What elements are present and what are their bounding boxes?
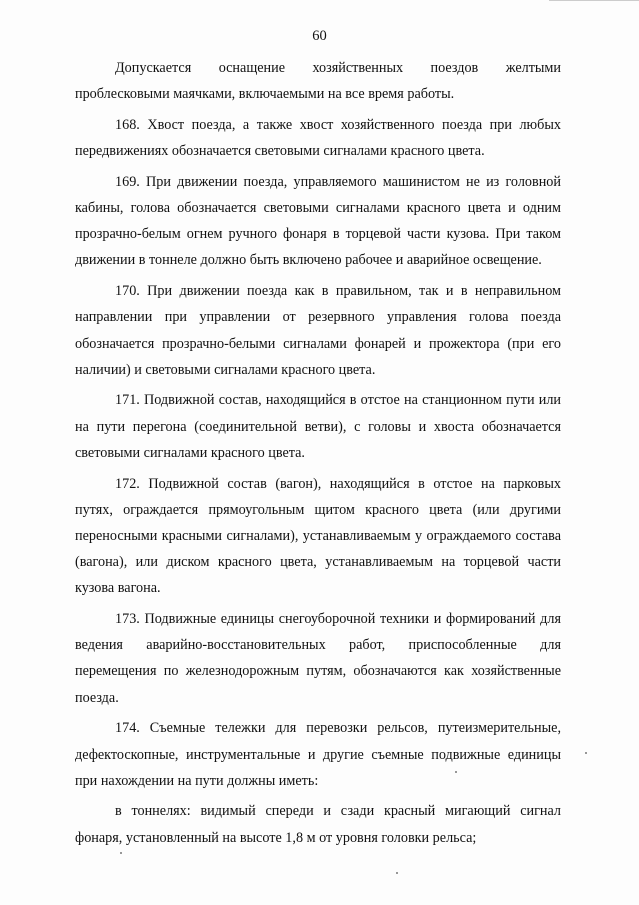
paragraph-168: 168. Хвост поезда, а также хвост хозяйственного поезда при любых передвижениях обозначается световыми сигналами красного цвета. [75, 116, 561, 160]
paragraph-174: 174. Съемные тележки для перевозки рельсов, путеизмерительные, дефектоскопные, инструментальные и другие съемные подвижные единицы при нахождении на пути должны иметь: [75, 720, 561, 789]
document-body [75, 55, 561, 855]
scan-speck [455, 771, 457, 773]
scan-edge-line [549, 0, 639, 1]
paragraph-170: 170. При движении поезда как в правильном, так и в неправильном направлении при управлении от резервного управления голова поезда обозначается прозрачно-белыми сигналами фонарей и прожектора (при его наличии) и световыми сигналами красного цвета. [75, 283, 561, 378]
paragraph-169: 169. При движении поезда, управляемого машинистом не из головной кабины, голова обозначается световыми сигналами красного цвета и одним прозрачно-белым огнем ручного фонаря в торцевой части кузова. При таком движении в тоннеле должно быть включено рабочее и аварийное освещение. [75, 173, 561, 269]
paragraph-174-tunnels: в тоннелях: видимый спереди и сзади красный мигающий сигнал фонаря, установленный на высоте 1,8 м от уровня головки рельса; [75, 803, 561, 846]
paragraph-maintenance-beacons: Допускается оснащение хозяйственных поездов желтыми проблесковыми маячками, включаемыми на все время работы. [75, 60, 561, 103]
paragraph-171: 171. Подвижной состав, находящийся в отстое на станционном пути или на пути перегона (соединительной ветви), с головы и хвоста обозначается световыми сигналами красного цвета. [75, 392, 561, 461]
paragraph-173: 173. Подвижные единицы снегоуборочной техники и формирований для ведения аварийно-восстановительных работ, приспособленные для перемещения по железнодорожным путям, обозначаются как хозяйственные поезда. [75, 611, 561, 706]
scan-speck [120, 852, 122, 854]
scan-speck [396, 872, 398, 874]
page-number: 60 [312, 28, 327, 44]
scan-speck [585, 752, 587, 754]
paragraph-172: 172. Подвижной состав (вагон), находящийся в отстое на парковых путях, ограждается прямоугольным щитом красного цвета (или другими переносными красными сигналами), устанавливаемым у ограждаемого состава (вагона), или диском красного цвета, устанавливаемым на торцевой части кузова вагона. [75, 475, 561, 597]
